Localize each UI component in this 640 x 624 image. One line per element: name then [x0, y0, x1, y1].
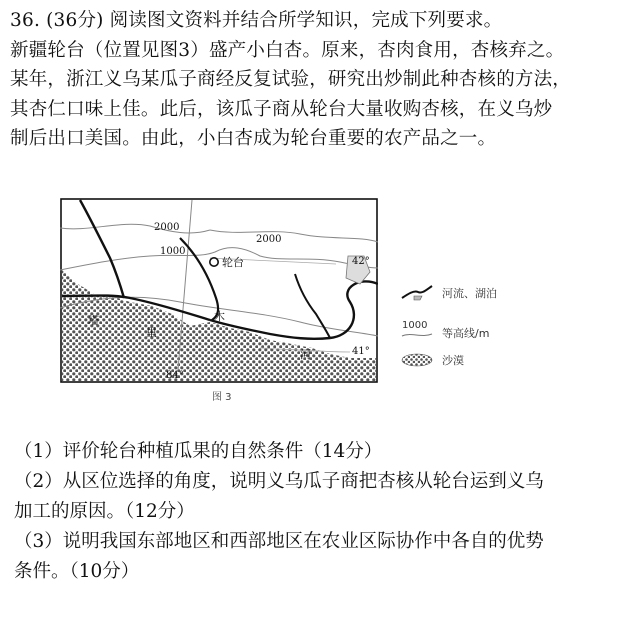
- question-stem: [10, 6, 634, 154]
- town-label: 轮台: [222, 256, 244, 269]
- subquestion-3-cont: 条件。（10分）: [14, 561, 140, 582]
- legend-contour-value: 1000: [402, 320, 428, 331]
- legend-river-label: 河流、湖泊: [442, 287, 497, 300]
- subquestion-2-cont: 加工的原因。（12分）: [14, 501, 195, 522]
- subquestion-2: （2）从区位选择的角度，说明义乌瓜子商把杏核从轮台运到义乌: [14, 471, 544, 492]
- contour-label: 1000: [160, 246, 186, 257]
- river-name-char: 河: [300, 348, 311, 361]
- desert-area: [62, 270, 376, 381]
- map-legend: [400, 278, 600, 378]
- longitude-label: 84°: [166, 370, 184, 381]
- contour-2000: [210, 230, 378, 242]
- subquestion-1: （1）评价轮台种植瓜果的自然条件（14分）: [14, 441, 383, 462]
- legend-contour: [400, 320, 490, 342]
- subquestion-3: （3）说明我国东部地区和西部地区在农业区际协作中各自的优势: [14, 531, 544, 552]
- map-figure: [60, 198, 378, 383]
- figure-caption: 图 3: [212, 392, 232, 403]
- river-name-char: 塔: [88, 314, 99, 327]
- river-name-char: 里: [146, 326, 157, 339]
- map-svg: [60, 198, 378, 383]
- desert-icon: [400, 353, 434, 367]
- river-name-char: 木: [214, 310, 225, 323]
- stem-line: 其杏仁口味上佳。此后，该瓜子商从轮台大量收购杏核，在义乌炒: [10, 98, 553, 120]
- contour-2000: [60, 224, 210, 233]
- town-marker: [210, 258, 218, 266]
- contour-label: 2000: [154, 222, 180, 233]
- latitude-label: 42°: [352, 256, 370, 267]
- river: [295, 274, 330, 338]
- legend-desert-label: 沙漠: [442, 354, 464, 367]
- stem-line: 某年，浙江义乌某瓜子商经反复试验，研究出炒制此种杏核的方法，: [10, 69, 572, 90]
- latitude-label: 41°: [352, 346, 370, 357]
- stem-line: 制后出口美国。由此，小白杏成为轮台重要的农产品之一。: [10, 128, 497, 149]
- question-heading: 36. (36分) 阅读图文资料并结合所学知识，完成下列要求。: [10, 10, 503, 31]
- legend-contour-label: 等高线/m: [442, 327, 490, 340]
- river-lake-icon: [400, 284, 434, 302]
- legend-river: [400, 284, 497, 302]
- subquestions: [14, 437, 634, 587]
- river: [80, 200, 124, 298]
- stem-line: 新疆轮台（位置见图3）盛产小白杏。原来，杏肉食用，杏核弃之。: [10, 39, 565, 61]
- legend-desert: [400, 352, 464, 368]
- contour-label: 2000: [256, 234, 282, 245]
